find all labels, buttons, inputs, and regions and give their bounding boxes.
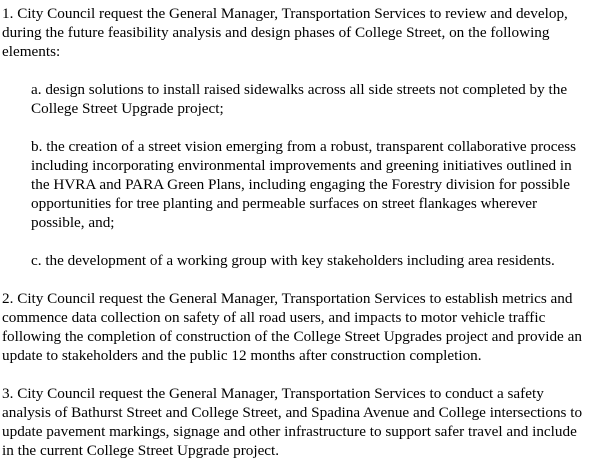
sub-item-b-line: opportunities for tree planting and permeable surfaces on street flankages wherever	[31, 195, 538, 212]
sub-item-c	[2, 251, 614, 270]
sub-item-b-line: the HVRA and PARA Green Plans, including engaging the Forestry division for possible	[31, 176, 570, 193]
sub-item-a-line: a. design solutions to install raised sidewalks across all side streets not completed by the	[31, 81, 568, 98]
sub-item-b-line: possible, and;	[31, 214, 115, 231]
recommendation-1-line: 1. City Council request the General Manager, Transportation Services to review and develop,	[2, 5, 568, 22]
recommendation-1-line: during the future feasibility analysis and design phases of College Street, on the following	[2, 24, 550, 41]
paragraph-spacer	[2, 61, 614, 80]
sub-item-a-line: College Street Upgrade project;	[31, 100, 224, 117]
document-body	[2, 4, 614, 460]
recommendation-3-line: update pavement markings, signage and other infrastructure to support safer travel and include	[2, 423, 577, 440]
recommendation-2-line: 2. City Council request the General Manager, Transportation Services to establish metrics and	[2, 290, 573, 307]
sub-item-b-line: including incorporating environmental improvements and greening initiatives outlined in	[31, 157, 572, 174]
recommendation-3-line: analysis of Bathurst Street and College Street, and Spadina Avenue and College intersections to	[2, 404, 583, 421]
sub-item-b-line: b. the creation of a street vision emerging from a robust, transparent collaborative process	[31, 138, 577, 155]
sub-item-b	[2, 137, 614, 232]
recommendation-1	[2, 4, 614, 61]
paragraph-spacer	[2, 365, 614, 384]
paragraph-spacer	[2, 118, 614, 137]
paragraph-spacer	[2, 270, 614, 289]
recommendation-2	[2, 289, 614, 365]
recommendation-2-line: commence data collection on safety of all road users, and impacts to motor vehicle traffic	[2, 309, 546, 326]
recommendation-2-line: following the completion of construction of the College Street Upgrades project and provide an	[2, 328, 582, 345]
recommendation-3-line: 3. City Council request the General Manager, Transportation Services to conduct a safety	[2, 385, 544, 402]
recommendation-1-line: elements:	[2, 43, 61, 60]
sub-item-a	[2, 80, 614, 118]
recommendation-3	[2, 384, 614, 460]
recommendation-3-line: in the current College Street Upgrade project.	[2, 442, 280, 459]
paragraph-spacer	[2, 232, 614, 251]
recommendation-2-line: update to stakeholders and the public 12 months after construction completion.	[2, 347, 482, 364]
sub-item-c-line: c. the development of a working group with key stakeholders including area residents.	[31, 252, 555, 269]
